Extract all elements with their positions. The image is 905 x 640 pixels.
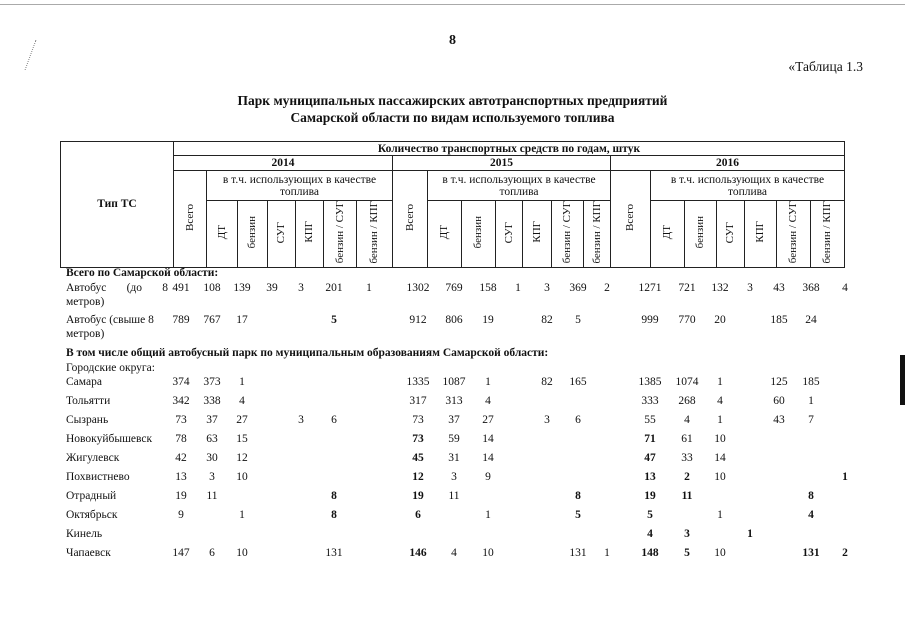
cell-value: 63	[206, 433, 218, 445]
cell-value: 1	[604, 547, 610, 559]
cell-value: 43	[773, 414, 785, 426]
total-2015: Всего	[393, 171, 428, 268]
cell-value: 24	[805, 314, 817, 326]
type-column-header: Тип ТС	[61, 142, 174, 268]
cell-value: 3	[684, 528, 690, 540]
fuel-lpg: СУГ	[268, 201, 296, 268]
cell-value: 82	[541, 376, 553, 388]
cell-value: 47	[644, 452, 656, 464]
cell-value: 3	[747, 282, 753, 294]
cell-value: 313	[445, 395, 463, 407]
cell-value: 45	[412, 452, 424, 464]
edge-mark	[900, 355, 905, 405]
cell-value: 10	[482, 547, 494, 559]
fuel-group-2014: в т.ч. использующих в качестве топлива	[207, 171, 393, 201]
cell-value: 11	[681, 490, 693, 502]
table-row	[66, 394, 866, 413]
cell-value: 10	[714, 547, 726, 559]
cell-value: 2	[842, 547, 848, 559]
cell-value: 13	[175, 471, 187, 483]
cell-value: 37	[448, 414, 460, 426]
city-name: Похвистнево	[66, 471, 130, 483]
city-name: Отрадный	[66, 490, 117, 502]
cell-value: 5	[575, 314, 581, 326]
cell-value: 71	[644, 433, 656, 445]
fuel-dt: ДТ	[207, 201, 238, 268]
cell-value: 1335	[406, 376, 430, 388]
cell-value: 27	[236, 414, 248, 426]
cell-value: 131	[325, 547, 343, 559]
cell-value: 912	[409, 314, 427, 326]
fuel-petrol-lpg: бензин / СУГ	[552, 201, 584, 268]
cell-value: 20	[714, 314, 726, 326]
cell-value: 73	[412, 414, 424, 426]
cell-value: 342	[172, 395, 190, 407]
cell-value: 108	[203, 282, 221, 294]
cell-value: 11	[448, 490, 460, 502]
cell-value: 14	[482, 433, 494, 445]
cell-value: 5	[331, 314, 337, 326]
cell-value: 4	[684, 414, 690, 426]
cell-value: 4	[842, 282, 848, 294]
cell-value: 147	[172, 547, 190, 559]
cell-value: 5	[575, 509, 581, 521]
table-row	[66, 281, 866, 313]
section-municipal: В том числе общий автобусный парк по муниципальным образованиям Самарской области:	[66, 347, 549, 359]
cell-value: 767	[203, 314, 221, 326]
section-urban: Городские округа:	[66, 362, 155, 374]
cell-value: 10	[236, 471, 248, 483]
cell-value: 369	[569, 282, 587, 294]
title-line-1: Парк муниципальных пассажирских автотранспортных предприятий	[237, 93, 668, 108]
cell-value: 333	[641, 395, 659, 407]
cell-value: 4	[647, 528, 653, 540]
cell-value: 806	[445, 314, 463, 326]
cell-value: 4	[485, 395, 491, 407]
city-name: Сызрань	[66, 414, 109, 426]
city-name: Самара	[66, 376, 102, 388]
cell-value: 201	[325, 282, 343, 294]
cell-value: 19	[175, 490, 187, 502]
fuel-petrol-lpg: бензин / СУГ	[777, 201, 811, 268]
cell-value: 1	[747, 528, 753, 540]
fuel-petrol: бензин	[238, 201, 268, 268]
cell-value: 37	[206, 414, 218, 426]
cell-value: 14	[714, 452, 726, 464]
cell-value: 721	[678, 282, 696, 294]
year-2016: 2016	[611, 156, 845, 171]
table-row	[66, 432, 866, 451]
fuel-petrol: бензин	[685, 201, 717, 268]
table-row	[66, 451, 866, 470]
cell-value: 6	[209, 547, 215, 559]
cell-value: 3	[544, 414, 550, 426]
cell-value: 10	[714, 471, 726, 483]
fuel-petrol-cng: бензин / КПГ	[811, 201, 845, 268]
cell-value: 1302	[406, 282, 430, 294]
cell-value: 42	[175, 452, 187, 464]
table-header	[60, 141, 845, 268]
cell-value: 73	[412, 433, 424, 445]
cell-value: 3	[298, 282, 304, 294]
cell-value: 9	[485, 471, 491, 483]
cell-value: 769	[445, 282, 463, 294]
cell-value: 3	[209, 471, 215, 483]
cell-value: 1	[485, 509, 491, 521]
cell-value: 61	[681, 433, 693, 445]
cell-value: 19	[482, 314, 494, 326]
cell-value: 12	[236, 452, 248, 464]
cell-value: 6	[415, 509, 421, 521]
cell-value: 7	[808, 414, 814, 426]
table-row	[66, 470, 866, 489]
fuel-dt: ДТ	[651, 201, 685, 268]
cell-value: 59	[448, 433, 460, 445]
cell-value: 2	[604, 282, 610, 294]
fuel-petrol-lpg: бензин / СУГ	[324, 201, 357, 268]
cell-value: 82	[541, 314, 553, 326]
cell-value: 12	[412, 471, 424, 483]
table-row	[66, 413, 866, 432]
cell-value: 11	[206, 490, 218, 502]
cell-value: 14	[482, 452, 494, 464]
cell-value: 491	[172, 282, 190, 294]
table-row	[66, 508, 866, 527]
cell-value: 1	[808, 395, 814, 407]
cell-value: 60	[773, 395, 785, 407]
city-name: Тольятти	[66, 395, 111, 407]
fuel-dt: ДТ	[428, 201, 462, 268]
cell-value: 3	[451, 471, 457, 483]
table-row	[66, 527, 866, 546]
fuel-group-2016: в т.ч. использующих в качестве топлива	[651, 171, 845, 201]
total-2014: Всего	[174, 171, 207, 268]
cell-value: 1	[239, 376, 245, 388]
cell-value: 27	[482, 414, 494, 426]
fuel-cng: КПГ	[745, 201, 777, 268]
cell-value: 268	[678, 395, 696, 407]
cell-value: 13	[644, 471, 656, 483]
cell-value: 4	[717, 395, 723, 407]
cell-value: 1	[239, 509, 245, 521]
top-rule	[0, 4, 905, 5]
cell-value: 1	[842, 471, 848, 483]
cell-value: 33	[681, 452, 693, 464]
cell-value: 1	[485, 376, 491, 388]
cell-value: 31	[448, 452, 460, 464]
cell-value: 185	[802, 376, 820, 388]
city-name: Новокуйбышевск	[66, 433, 153, 445]
cell-value: 789	[172, 314, 190, 326]
cell-value: 131	[802, 547, 820, 559]
fuel-petrol-cng: бензин / КПГ	[357, 201, 393, 268]
cell-value: 317	[409, 395, 427, 407]
cell-value: 139	[233, 282, 251, 294]
table-row	[66, 489, 866, 508]
cell-value: 165	[569, 376, 587, 388]
row-label: Автобус (свыше 8 метров)	[66, 314, 154, 340]
cell-value: 78	[175, 433, 187, 445]
cell-value: 1385	[638, 376, 662, 388]
cell-value: 368	[802, 282, 820, 294]
cell-value: 146	[409, 547, 427, 559]
cell-value: 131	[569, 547, 587, 559]
cell-value: 6	[331, 414, 337, 426]
cell-value: 1	[717, 414, 723, 426]
cell-value: 770	[678, 314, 696, 326]
cell-value: 185	[770, 314, 788, 326]
cell-value: 9	[178, 509, 184, 521]
cell-value: 5	[647, 509, 653, 521]
fuel-lpg: СУГ	[496, 201, 523, 268]
cell-value: 4	[239, 395, 245, 407]
cell-value: 1087	[442, 376, 466, 388]
total-2016: Всего	[611, 171, 651, 268]
page-number: 8	[449, 33, 456, 48]
cell-value: 374	[172, 376, 190, 388]
cell-value: 1	[717, 376, 723, 388]
cell-value: 2	[684, 471, 690, 483]
year-2014: 2014	[174, 156, 393, 171]
city-name: Октябрьск	[66, 509, 118, 521]
cell-value: 30	[206, 452, 218, 464]
cell-value: 148	[641, 547, 659, 559]
cell-value: 19	[412, 490, 424, 502]
cell-value: 10	[714, 433, 726, 445]
cell-value: 125	[770, 376, 788, 388]
year-2015: 2015	[393, 156, 611, 171]
cell-value: 3	[298, 414, 304, 426]
cell-value: 39	[266, 282, 278, 294]
cell-value: 6	[575, 414, 581, 426]
table-body	[66, 265, 866, 565]
table-row	[66, 375, 866, 394]
fuel-petrol-cng: бензин / КПГ	[584, 201, 611, 268]
cell-value: 8	[575, 490, 581, 502]
city-name: Кинель	[66, 528, 103, 540]
cell-value: 55	[644, 414, 656, 426]
table-reference: «Таблица 1.3	[788, 59, 863, 74]
table-row	[66, 313, 866, 345]
section-total-region: Всего по Самарской области:	[66, 267, 219, 279]
cell-value: 10	[236, 547, 248, 559]
cell-value: 73	[175, 414, 187, 426]
fuel-lpg: СУГ	[717, 201, 745, 268]
table-row	[66, 546, 866, 565]
cell-value: 373	[203, 376, 221, 388]
quantity-group-header: Количество транспортных средств по годам, штук	[174, 142, 845, 156]
fuel-cng: КПГ	[523, 201, 552, 268]
fuel-group-2015: в т.ч. использующих в качестве топлива	[428, 171, 611, 201]
fuel-cng: КПГ	[296, 201, 324, 268]
cell-value: 132	[711, 282, 729, 294]
fuel-petrol: бензин	[462, 201, 496, 268]
city-name: Чапаевск	[66, 547, 111, 559]
cell-value: 1	[515, 282, 521, 294]
title-line-2: Самарской области по видам используемого топлива	[290, 110, 615, 125]
cell-value: 4	[451, 547, 457, 559]
cell-value: 43	[773, 282, 785, 294]
cell-value: 158	[479, 282, 497, 294]
cell-value: 3	[544, 282, 550, 294]
cell-value: 1	[366, 282, 372, 294]
document-title	[0, 92, 905, 126]
cell-value: 19	[644, 490, 656, 502]
cell-value: 8	[331, 490, 337, 502]
cell-value: 17	[236, 314, 248, 326]
cell-value: 1074	[675, 376, 699, 388]
cell-value: 4	[808, 509, 814, 521]
cell-value: 15	[236, 433, 248, 445]
cell-value: 8	[331, 509, 337, 521]
city-name: Жигулевск	[66, 452, 120, 464]
cell-value: 999	[641, 314, 659, 326]
cell-value: 1271	[638, 282, 662, 294]
cell-value: 5	[684, 547, 690, 559]
cell-value: 338	[203, 395, 221, 407]
cell-value: 1	[717, 509, 723, 521]
row-label: Автобус (до 8 метров)	[66, 282, 168, 308]
cell-value: 8	[808, 490, 814, 502]
